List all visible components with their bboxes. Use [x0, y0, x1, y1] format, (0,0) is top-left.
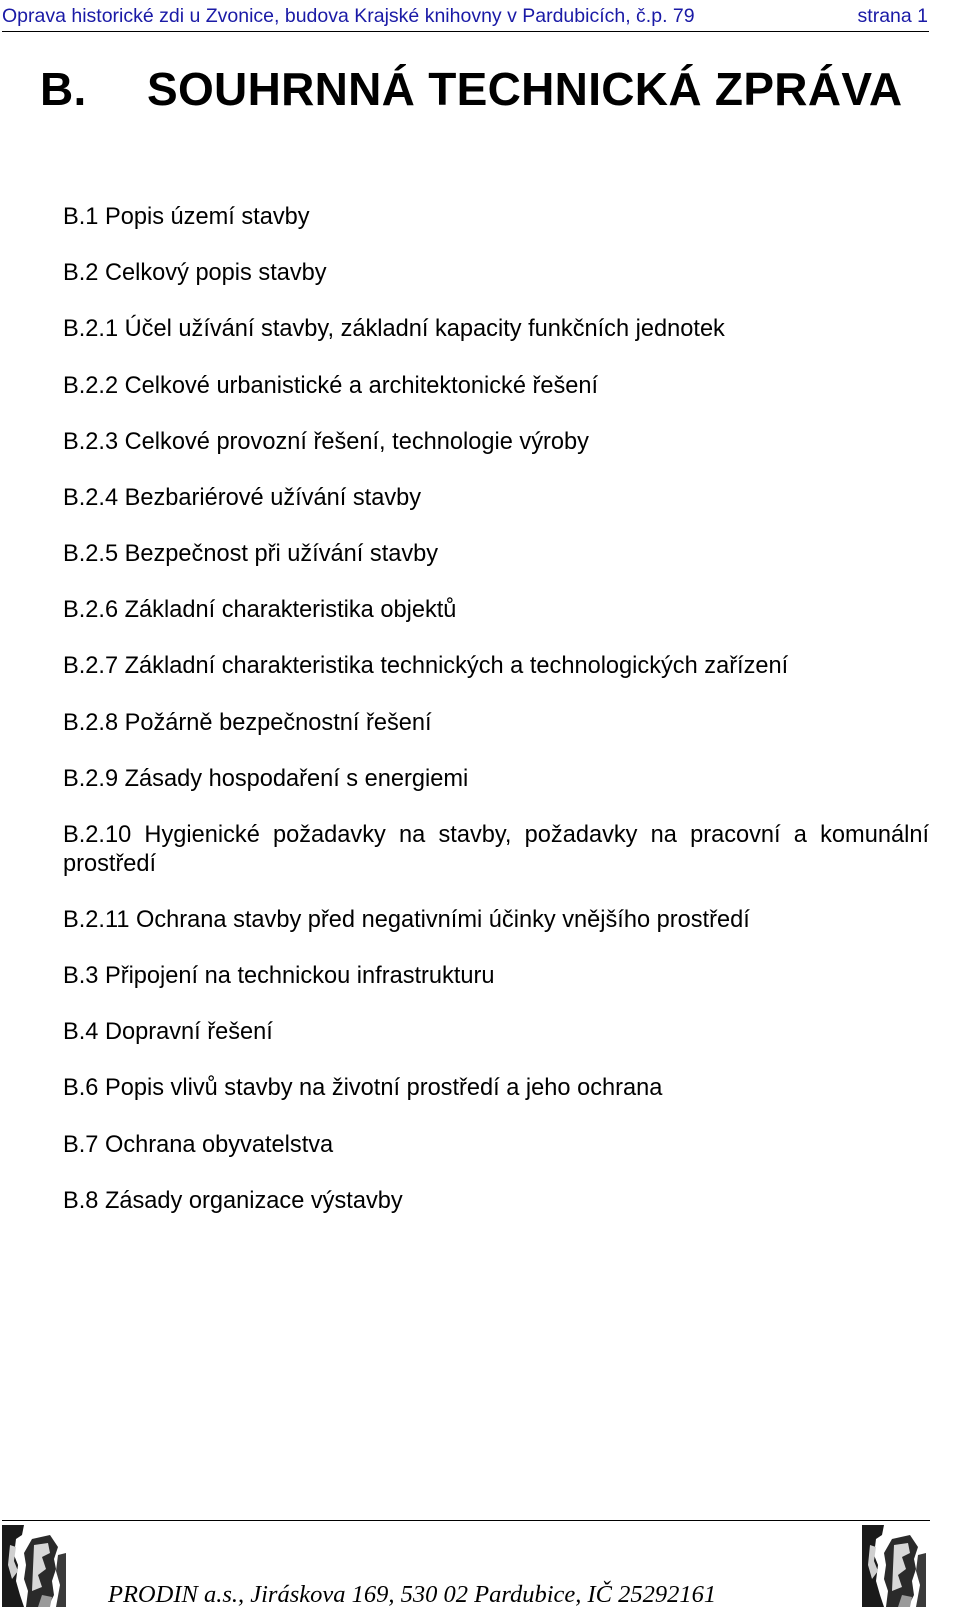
toc-item: B.7 Ochrana obyvatelstva [63, 1132, 334, 1158]
toc-item: B.2.6 Základní charakteristika objektů [63, 597, 457, 623]
toc-item: B.2.9 Zásady hospodaření s energiemi [63, 766, 469, 792]
toc-item: B.8 Zásady organizace výstavby [63, 1188, 403, 1214]
toc-item: B.4 Dopravní řešení [63, 1019, 273, 1045]
moai-statue-logo-icon [2, 1525, 66, 1607]
header-page-number: strana 1 [857, 5, 928, 27]
toc-item: B.3 Připojení na technickou infrastrukturu [63, 963, 495, 989]
toc-item: B.2.3 Celkové provozní řešení, technologie výroby [63, 429, 589, 455]
page-header [2, 2, 929, 32]
toc-item: B.2.1 Účel užívání stavby, základní kapacity funkčních jednotek [63, 316, 725, 342]
toc-item: B.2.5 Bezpečnost při užívání stavby [63, 541, 439, 567]
footer-company-address: PRODIN a.s., Jiráskova 169, 530 02 Pardubice, IČ 25292161 [108, 1581, 717, 1608]
toc-item: B.2.10 Hygienické požadavky na stavby, požadavky na pracovní a komunální prostředí [63, 822, 929, 877]
toc-item: B.2.7 Základní charakteristika technických a technologických zařízení [63, 653, 789, 679]
page-title [40, 62, 902, 116]
toc-item: B.2 Celkový popis stavby [63, 260, 327, 286]
toc-item: B.2.2 Celkové urbanistické a architektonické řešení [63, 373, 599, 399]
toc-item: B.6 Popis vlivů stavby na životní prostředí a jeho ochrana [63, 1075, 663, 1101]
toc-item: B.2.4 Bezbariérové užívání stavby [63, 485, 422, 511]
moai-statue-logo-icon [862, 1525, 926, 1607]
page-title-prefix: B. [40, 63, 87, 115]
toc-item: B.2.11 Ochrana stavby před negativními účinky vnějšího prostředí [63, 907, 750, 933]
toc-item: B.2.8 Požárně bezpečnostní řešení [63, 710, 432, 736]
toc-item: B.1 Popis území stavby [63, 204, 310, 230]
footer-divider [2, 1520, 930, 1521]
header-document-title: Oprava historické zdi u Zvonice, budova Krajské knihovny v Pardubicích, č.p. 79 [2, 5, 695, 27]
page-title-text: SOUHRNNÁ TECHNICKÁ ZPRÁVA [147, 63, 903, 115]
